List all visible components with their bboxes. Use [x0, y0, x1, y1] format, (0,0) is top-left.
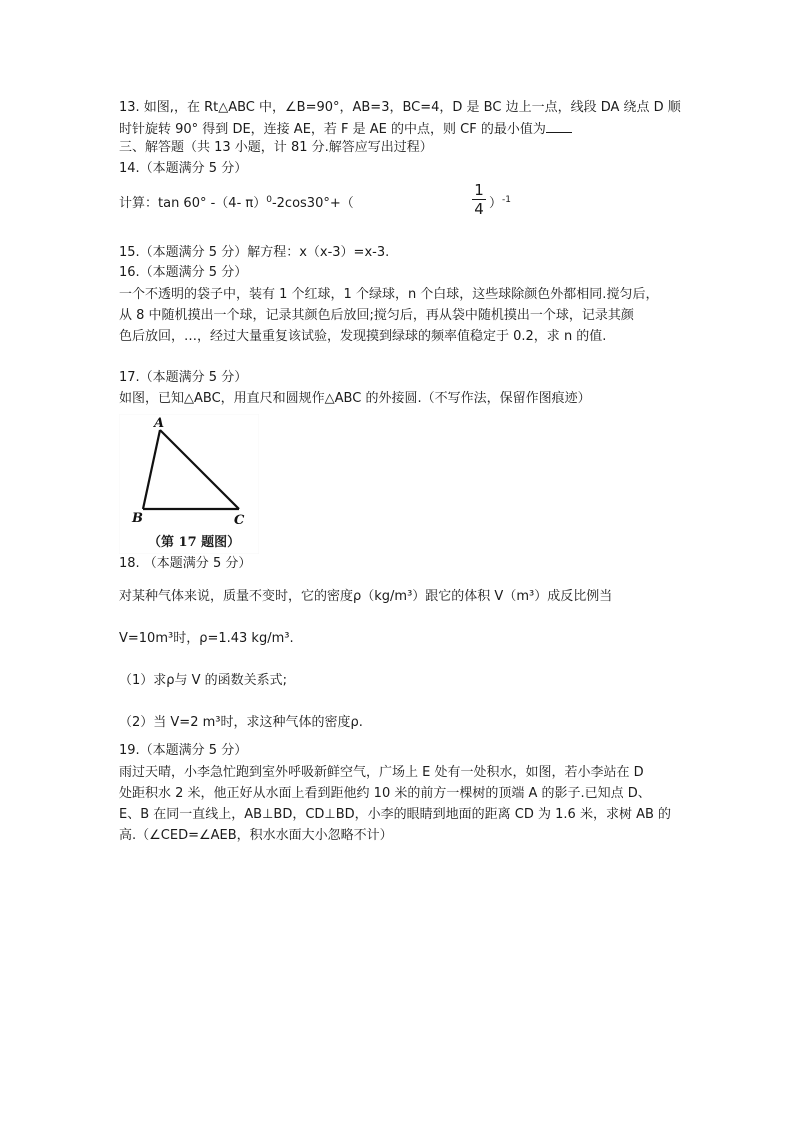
q13-line-2-text: 时针旋转 90° 得到 DE，连接 AE，若 F 是 AE 的中点，则 CF 的最小值为	[119, 122, 546, 137]
q17-header: 17.（本题满分 5 分）	[119, 370, 248, 385]
q13-line-1: 13. 如图,，在 Rt△ABC 中，∠B=90°，AB=3，BC=4，D 是 BC 边上一点，线段 DA 绕点 D 顺	[119, 100, 681, 115]
q14-exponent-zero: 0	[266, 195, 272, 205]
triangle-side-ac	[160, 430, 239, 509]
vertex-label-a: A	[154, 416, 165, 431]
q14-header: 14.（本题满分 5 分）	[119, 161, 248, 176]
q14-fraction-numerator: 1	[474, 181, 484, 199]
q19-line-3: E、B 在同一直线上，AB⊥BD，CD⊥BD，小李的眼睛到地面的距离 CD 为 1.6 米，求树 AB 的	[119, 807, 672, 822]
figure-caption: （第 17 题图）	[148, 535, 241, 550]
q19-line-4: 高.（∠CED=∠AEB，积水水面大小忽略不计）	[119, 828, 393, 843]
q14-expression-suffix	[489, 192, 511, 211]
q16-header: 16.（本题满分 5 分）	[119, 265, 248, 280]
section-3-heading: 三、解答题（共 13 小题，计 81 分.解答应写出过程）	[119, 140, 433, 155]
q14-suffix-text: ）	[489, 196, 503, 211]
q14-expression-prefix	[119, 192, 354, 211]
triangle-side-ab	[143, 430, 160, 509]
q16-line-1: 一个不透明的袋子中，装有 1 个红球，1 个绿球，n 个白球，这些球除颜色外都相同.搅匀后，	[119, 287, 659, 302]
q19-line-1: 雨过天晴，小李急忙跑到室外呼吸新鲜空气，广场上 E 处有一处积水，如图，若小李站在 D	[119, 765, 644, 780]
q14-exponent-neg1: -1	[502, 195, 511, 205]
q15-line: 15.（本题满分 5 分）解方程：x（x-3）=x-3.	[119, 245, 390, 260]
q14-prefix-text: 计算：tan 60° -（4- π）	[119, 196, 267, 211]
q14-fraction-denominator: 4	[474, 200, 484, 218]
q19-line-2: 处距积水 2 米，他正好从水面上看到距他约 10 米的前方一棵树的顶端 A 的影子.已知点 D、	[119, 786, 651, 801]
q13-line-2	[119, 120, 572, 138]
q18-line-1: 对某种气体来说，质量不变时，它的密度ρ（kg/m³）跟它的体积 V（m³）成反比例当	[119, 589, 613, 604]
q18-part-2: （2）当 V=2 m³时，求这种气体的密度ρ.	[119, 715, 363, 730]
q19-header: 19.（本题满分 5 分）	[119, 743, 248, 758]
q18-line-2: V=10m³时，ρ=1.43 kg/m³.	[119, 631, 294, 646]
q14-fraction	[472, 182, 486, 217]
vertex-label-b: B	[132, 511, 143, 526]
q14-mid-text: -2cos30°+（	[271, 196, 354, 211]
answer-blank	[546, 120, 572, 133]
vertex-label-c: C	[234, 513, 245, 528]
q18-part-1: （1）求ρ与 V 的函数关系式;	[119, 673, 288, 688]
q16-line-3: 色后放回，…，经过大量重复该试验，发现摸到绿球的频率值稳定于 0.2，求 n 的值.	[119, 329, 607, 344]
q18-header: 18. （本题满分 5 分）	[119, 556, 252, 571]
q16-line-2: 从 8 中随机摸出一个球，记录其颜色后放回;搅匀后，再从袋中随机摸出一个球，记录其颜	[119, 308, 634, 323]
q17-line-1: 如图，已知△ABC，用直尺和圆规作△ABC 的外接圆.（不写作法，保留作图痕迹）	[119, 391, 591, 406]
